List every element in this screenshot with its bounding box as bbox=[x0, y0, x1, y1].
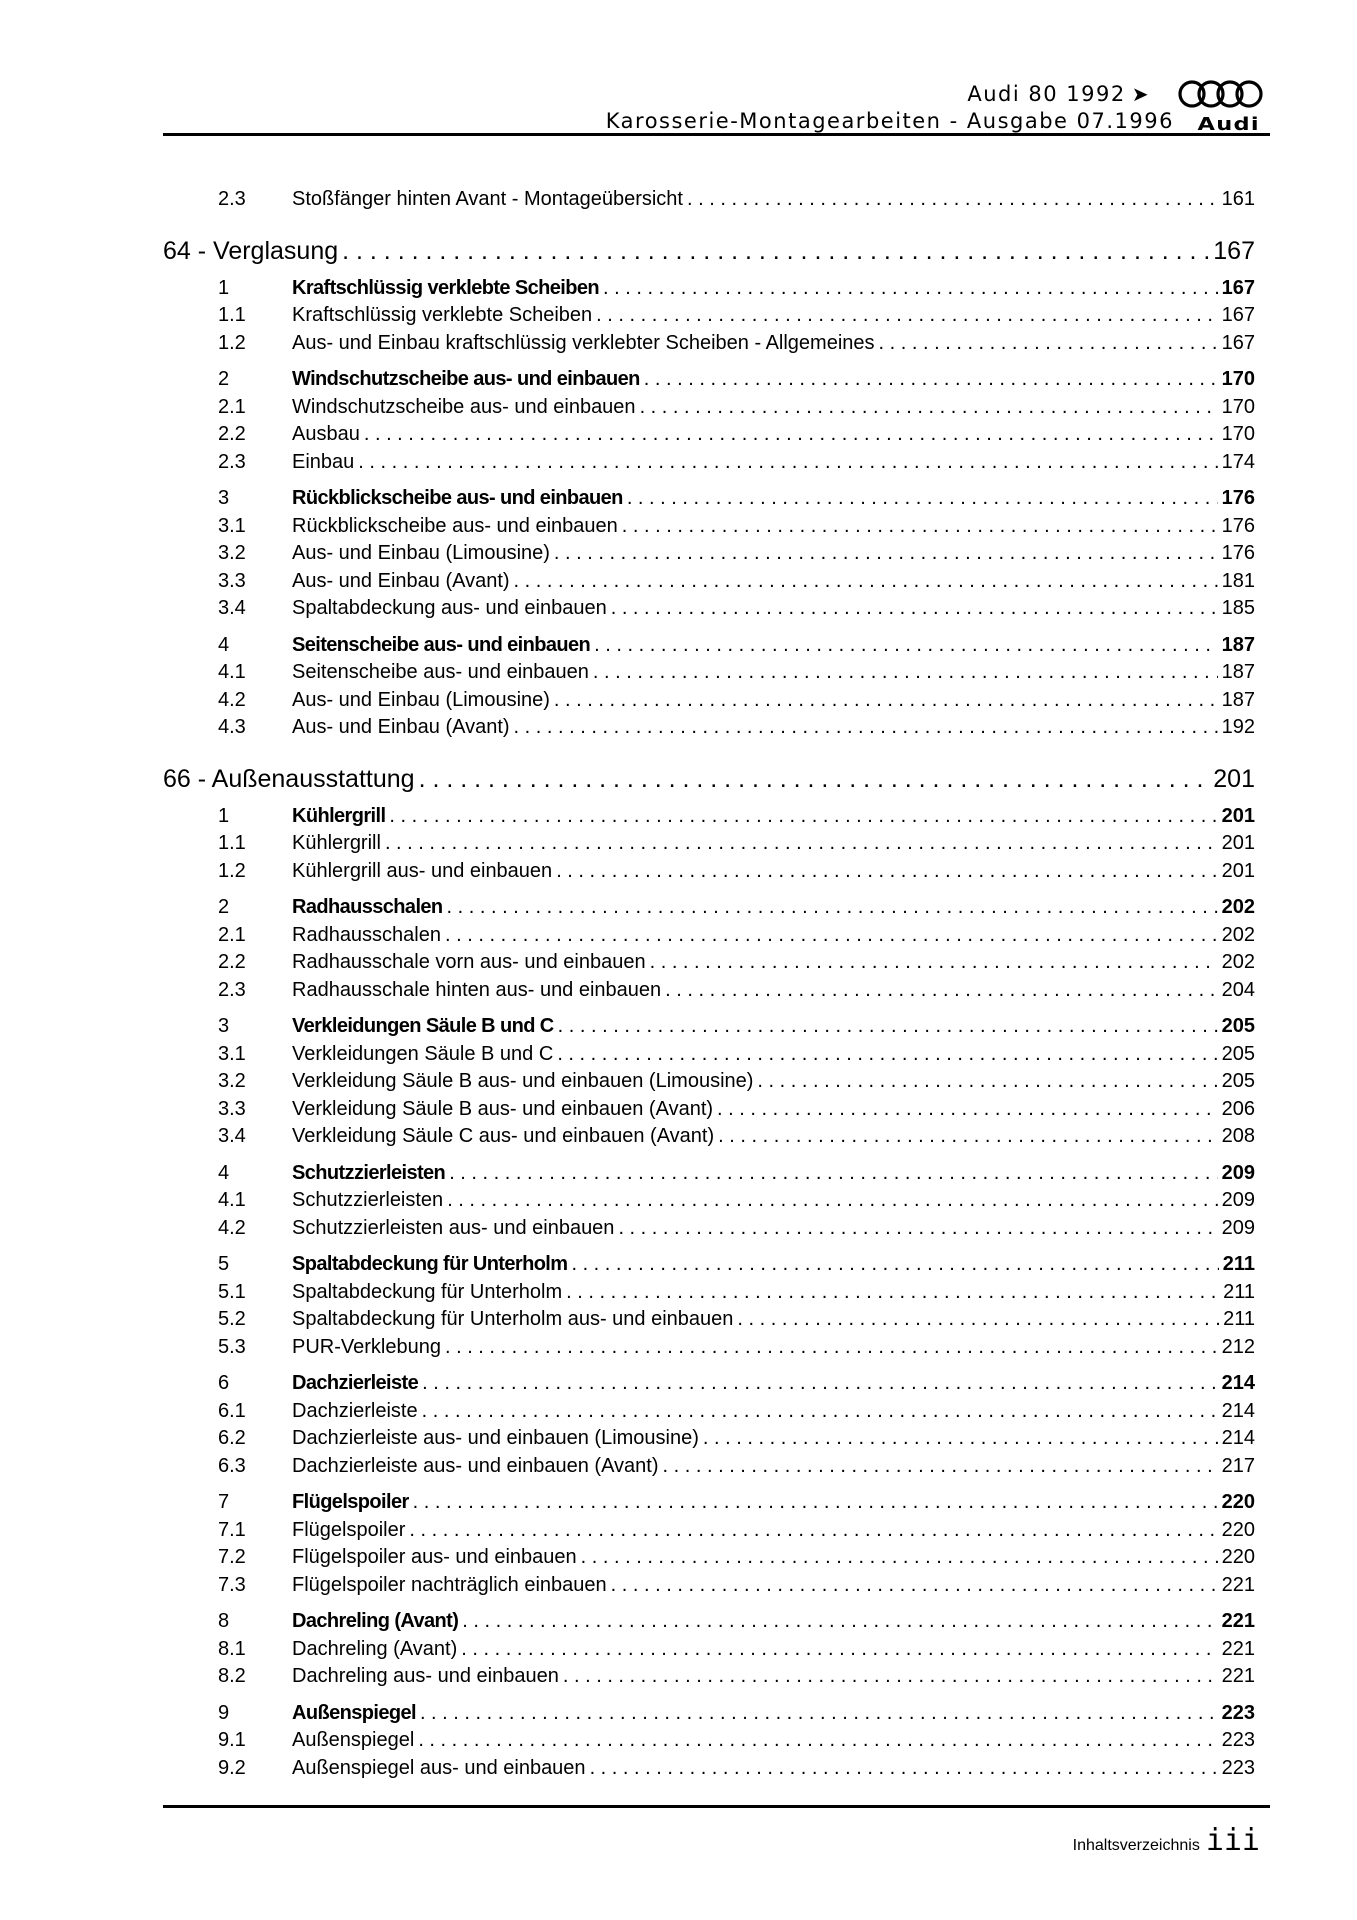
toc-entry-number: 3.3 bbox=[218, 569, 246, 592]
toc-entry-page: 209 bbox=[1221, 1189, 1255, 1211]
toc-entry-page: 205 bbox=[1221, 1042, 1255, 1065]
dot-leader bbox=[611, 1572, 1218, 1600]
toc-entry-page: 206 bbox=[1221, 1097, 1255, 1120]
toc-entry[interactable] bbox=[163, 1755, 1255, 1783]
toc-entry-title: Seitenscheibe aus- und einbauen bbox=[292, 661, 589, 683]
toc-entry-page: 211 bbox=[1223, 1280, 1255, 1303]
toc-entry[interactable] bbox=[163, 421, 1255, 449]
toc-entry[interactable] bbox=[163, 1068, 1255, 1096]
toc-entry-number: 4.1 bbox=[218, 1189, 246, 1211]
dot-leader bbox=[566, 1279, 1219, 1307]
dot-leader bbox=[418, 1727, 1217, 1755]
toc-entry[interactable] bbox=[163, 1398, 1255, 1426]
toc-entry-page: 204 bbox=[1221, 978, 1255, 1001]
toc-entry-page: 211 bbox=[1222, 1253, 1255, 1275]
toc-entry-title: Verkleidung Säule C aus- und einbauen (Avant) bbox=[292, 1125, 715, 1147]
toc-entry-page: 221 bbox=[1221, 1573, 1255, 1596]
toc-entry-page: 170 bbox=[1221, 395, 1255, 418]
toc-entry-title: Radhausschalen bbox=[292, 923, 441, 946]
dot-leader bbox=[462, 1608, 1217, 1636]
dot-leader bbox=[757, 1068, 1217, 1096]
dot-leader bbox=[556, 858, 1217, 886]
toc-entry-title: Schutzzierleisten bbox=[292, 1161, 446, 1184]
toc-entry[interactable] bbox=[163, 922, 1255, 950]
toc-entry-number: 4.2 bbox=[218, 1216, 246, 1239]
toc-entry-page: 214 bbox=[1221, 1399, 1255, 1422]
toc-entry-page: 167 bbox=[1221, 304, 1255, 326]
toc-entry-number: 6.1 bbox=[218, 1399, 246, 1422]
page-footer bbox=[1072, 1823, 1260, 1858]
toc-section-heading[interactable] bbox=[163, 632, 1255, 660]
toc-entry-page: 176 bbox=[1221, 514, 1255, 537]
toc-entry[interactable] bbox=[163, 1663, 1255, 1691]
dot-leader bbox=[461, 1636, 1217, 1664]
toc-entry-title: Flügelspoiler aus- und einbauen bbox=[292, 1546, 577, 1568]
toc-entry[interactable] bbox=[163, 830, 1255, 858]
toc-section-heading[interactable] bbox=[163, 1608, 1255, 1636]
toc-entry-page: 221 bbox=[1221, 1610, 1255, 1632]
dot-leader bbox=[514, 568, 1218, 596]
toc-entry-number: 3.3 bbox=[218, 1097, 246, 1120]
toc-entry[interactable] bbox=[163, 1279, 1255, 1307]
toc-entry-page: 209 bbox=[1221, 1161, 1255, 1184]
toc-entry-number: 6.3 bbox=[218, 1454, 246, 1477]
toc-entry-title: Spaltabdeckung aus- und einbauen bbox=[292, 597, 607, 619]
toc-entry-number: 5.2 bbox=[218, 1308, 246, 1330]
toc-entry-number: 4 bbox=[218, 1161, 230, 1184]
dot-leader bbox=[445, 1334, 1218, 1362]
toc-chapter-title: 64 - Verglasung bbox=[163, 236, 339, 265]
toc-entry[interactable] bbox=[163, 714, 1255, 742]
toc-entry-number: 2.3 bbox=[218, 188, 246, 210]
toc-entry-page: 212 bbox=[1221, 1335, 1255, 1358]
toc-entry-title: Stoßfänger hinten Avant - Montageübersicht bbox=[292, 188, 683, 210]
dot-leader bbox=[590, 1755, 1218, 1783]
toc-entry-number: 4.3 bbox=[218, 716, 246, 738]
toc-entry-number: 2.3 bbox=[218, 450, 246, 473]
toc-entry-title: Aus- und Einbau (Avant) bbox=[292, 569, 510, 592]
toc-entry-title: PUR-Verklebung bbox=[292, 1335, 441, 1358]
toc-entry-title: Kraftschlüssig verklebte Scheiben bbox=[292, 304, 593, 326]
toc-entry-number: 2.2 bbox=[218, 423, 246, 445]
table-of-contents bbox=[163, 186, 1255, 1782]
toc-entry-number: 6.2 bbox=[218, 1427, 246, 1449]
toc-entry-title: Außenspiegel bbox=[292, 1729, 415, 1751]
toc-entry[interactable] bbox=[163, 1123, 1255, 1151]
dot-leader bbox=[563, 1663, 1218, 1691]
toc-entry-number: 7.3 bbox=[218, 1573, 246, 1596]
toc-entry-page: 185 bbox=[1221, 597, 1255, 619]
toc-chapter-page: 167 bbox=[1213, 236, 1255, 265]
toc-entry-page: 187 bbox=[1221, 661, 1255, 683]
toc-entry-number: 4.2 bbox=[218, 688, 246, 711]
toc-entry[interactable] bbox=[163, 1727, 1255, 1755]
toc-section-heading[interactable] bbox=[163, 1160, 1255, 1188]
toc-entry[interactable] bbox=[163, 1544, 1255, 1572]
toc-entry-number: 8.2 bbox=[218, 1665, 246, 1687]
toc-entry-number: 3.4 bbox=[218, 1125, 246, 1147]
toc-entry[interactable] bbox=[163, 1572, 1255, 1600]
toc-entry[interactable] bbox=[163, 1215, 1255, 1243]
dot-leader bbox=[737, 1306, 1219, 1334]
toc-entry[interactable] bbox=[163, 394, 1255, 422]
toc-entry-title: Ausbau bbox=[292, 423, 360, 445]
dot-leader bbox=[611, 595, 1218, 623]
dot-leader bbox=[665, 977, 1217, 1005]
toc-entry-number: 5.3 bbox=[218, 1335, 246, 1358]
dot-leader bbox=[687, 186, 1218, 214]
header-model-line bbox=[967, 82, 1150, 106]
toc-section-group bbox=[163, 1608, 1255, 1691]
header-model: Audi 80 1992 bbox=[967, 82, 1126, 106]
toc-entry[interactable] bbox=[163, 1636, 1255, 1664]
toc-entry-page: 214 bbox=[1221, 1372, 1255, 1394]
toc-entry-number: 5 bbox=[218, 1253, 230, 1275]
toc-entry-page: 187 bbox=[1221, 688, 1255, 711]
dot-leader bbox=[571, 1251, 1218, 1279]
toc-entry-number: 1 bbox=[218, 276, 230, 299]
toc-entry-number: 3.2 bbox=[218, 542, 246, 564]
toc-section-group bbox=[163, 1700, 1255, 1783]
toc-entry-number: 2 bbox=[218, 896, 230, 918]
toc-chapter-title: 66 - Außenausstattung bbox=[163, 764, 415, 793]
toc-entry-page: 192 bbox=[1221, 716, 1255, 738]
toc-entry-title: Schutzzierleisten aus- und einbauen bbox=[292, 1216, 615, 1239]
toc-entry-title: Verkleidung Säule B aus- und einbauen (Avant) bbox=[292, 1097, 714, 1120]
dot-leader bbox=[718, 1123, 1217, 1151]
dot-leader bbox=[593, 659, 1218, 687]
toc-entry-page: 161 bbox=[1221, 188, 1255, 210]
toc-entry-title: Einbau bbox=[292, 450, 355, 473]
toc-entry[interactable] bbox=[163, 1425, 1255, 1453]
toc-entry-title: Radhausschale hinten aus- und einbauen bbox=[292, 978, 662, 1001]
toc-entry-title: Aus- und Einbau (Limousine) bbox=[292, 542, 550, 564]
dot-leader bbox=[342, 236, 1209, 266]
dot-leader bbox=[627, 485, 1218, 513]
toc-entry-page: 223 bbox=[1221, 1756, 1255, 1779]
toc-entry[interactable] bbox=[163, 186, 1255, 214]
toc-entry-page: 217 bbox=[1221, 1454, 1255, 1477]
toc-entry-number: 8.1 bbox=[218, 1637, 246, 1660]
toc-entry[interactable] bbox=[163, 568, 1255, 596]
toc-entry-page: 176 bbox=[1221, 542, 1255, 564]
toc-entry-number: 3.1 bbox=[218, 514, 246, 537]
toc-entry-number: 2.2 bbox=[218, 951, 246, 973]
toc-entry-number: 1 bbox=[218, 804, 230, 827]
toc-entry[interactable] bbox=[163, 1453, 1255, 1481]
toc-entry-title: Radhausschalen bbox=[292, 896, 443, 918]
toc-entry[interactable] bbox=[163, 302, 1255, 330]
toc-entry-title: Dachzierleiste aus- und einbauen (Limousine) bbox=[292, 1427, 699, 1449]
toc-entry[interactable] bbox=[163, 949, 1255, 977]
toc-entry-title: Spaltabdeckung für Unterholm aus- und einbauen bbox=[292, 1308, 734, 1330]
toc-entry-page: 220 bbox=[1221, 1518, 1255, 1541]
toc-entry[interactable] bbox=[163, 1306, 1255, 1334]
toc-entry-number: 4 bbox=[218, 633, 230, 656]
toc-entry-title: Rückblickscheibe aus- und einbauen bbox=[292, 514, 618, 537]
toc-entry-page: 170 bbox=[1221, 423, 1255, 445]
dot-leader bbox=[650, 949, 1218, 977]
dot-leader bbox=[447, 894, 1218, 922]
toc-entry-title: Dachreling aus- und einbauen bbox=[292, 1665, 559, 1687]
dot-leader bbox=[422, 1398, 1218, 1426]
toc-section-group bbox=[163, 1160, 1255, 1243]
dot-leader bbox=[385, 830, 1218, 858]
toc-entry-page: 209 bbox=[1221, 1216, 1255, 1239]
toc-entry-number: 1.2 bbox=[218, 331, 246, 354]
toc-entry-title: Außenspiegel bbox=[292, 1701, 416, 1724]
toc-entry-page: 221 bbox=[1221, 1637, 1255, 1660]
dot-leader bbox=[879, 330, 1218, 358]
toc-entry[interactable] bbox=[163, 687, 1255, 715]
toc-entry-number: 1.2 bbox=[218, 859, 246, 882]
toc-entry-page: 223 bbox=[1221, 1701, 1255, 1724]
toc-entry-title: Dachreling (Avant) bbox=[292, 1610, 459, 1632]
dot-leader bbox=[596, 302, 1217, 330]
dot-leader bbox=[581, 1544, 1218, 1572]
toc-entry-title: Radhausschale vorn aus- und einbauen bbox=[292, 951, 646, 973]
toc-entry-number: 3 bbox=[218, 487, 230, 509]
toc-entry-number: 9.1 bbox=[218, 1729, 246, 1751]
dot-leader bbox=[364, 421, 1218, 449]
toc-chapter-page: 201 bbox=[1213, 764, 1255, 793]
toc-entry-page: 220 bbox=[1221, 1491, 1255, 1513]
dot-leader bbox=[389, 803, 1217, 831]
toc-entry-title: Verkleidungen Säule B und C bbox=[292, 1015, 554, 1037]
toc-entry-number: 2 bbox=[218, 368, 230, 390]
toc-entry-title: Flügelspoiler nachträglich einbauen bbox=[292, 1573, 607, 1596]
toc-entry[interactable] bbox=[163, 449, 1255, 477]
toc-entry-title: Kraftschlüssig verklebte Scheiben bbox=[292, 276, 599, 299]
toc-section-heading[interactable] bbox=[163, 485, 1255, 513]
toc-entry-number: 6 bbox=[218, 1372, 230, 1394]
toc-entry-number: 1.1 bbox=[218, 304, 246, 326]
toc-section-heading[interactable] bbox=[163, 894, 1255, 922]
toc-entry-number: 7.2 bbox=[218, 1546, 246, 1568]
toc-entry-number: 7 bbox=[218, 1491, 230, 1513]
dot-leader bbox=[409, 1517, 1217, 1545]
toc-entry[interactable] bbox=[163, 858, 1255, 886]
dot-leader bbox=[447, 1187, 1217, 1215]
toc-section-heading[interactable] bbox=[163, 803, 1255, 831]
toc-section-group bbox=[163, 485, 1255, 623]
toc-entry-number: 2.1 bbox=[218, 923, 246, 946]
toc-entry[interactable] bbox=[163, 1517, 1255, 1545]
toc-section-group bbox=[163, 1370, 1255, 1480]
toc-entry-title: Verkleidungen Säule B und C bbox=[292, 1042, 554, 1065]
toc-section-heading[interactable] bbox=[163, 1489, 1255, 1517]
toc-entry-number: 3.2 bbox=[218, 1070, 246, 1092]
toc-entry[interactable] bbox=[163, 659, 1255, 687]
toc-entry-title: Flügelspoiler bbox=[292, 1518, 406, 1541]
toc-entry-title: Spaltabdeckung für Unterholm bbox=[292, 1280, 563, 1303]
dot-leader bbox=[422, 1370, 1218, 1398]
toc-entry-number: 7.1 bbox=[218, 1518, 246, 1541]
toc-entry-title: Dachzierleiste bbox=[292, 1372, 419, 1394]
toc-entry[interactable] bbox=[163, 1334, 1255, 1362]
toc-entry-title: Aus- und Einbau (Limousine) bbox=[292, 688, 550, 711]
toc-entry-page: 170 bbox=[1221, 368, 1255, 390]
toc-section-heading[interactable] bbox=[163, 1700, 1255, 1728]
toc-entry-title: Dachzierleiste aus- und einbauen (Avant) bbox=[292, 1454, 659, 1477]
toc-entry-page: 181 bbox=[1221, 569, 1255, 592]
page-header bbox=[160, 78, 1272, 138]
toc-entry[interactable] bbox=[163, 513, 1255, 541]
toc-entry-page: 202 bbox=[1221, 923, 1255, 946]
dot-leader bbox=[554, 687, 1218, 715]
toc-entry[interactable] bbox=[163, 1096, 1255, 1124]
toc-entry-title: Aus- und Einbau (Avant) bbox=[292, 716, 510, 738]
toc-entry-title: Rückblickscheibe aus- und einbauen bbox=[292, 487, 623, 509]
toc-section-group bbox=[163, 632, 1255, 742]
toc-entry[interactable] bbox=[163, 1187, 1255, 1215]
toc-entry-number: 8 bbox=[218, 1610, 230, 1632]
dot-leader bbox=[514, 714, 1218, 742]
dot-leader bbox=[717, 1096, 1218, 1124]
toc-section-heading[interactable] bbox=[163, 275, 1255, 303]
toc-entry-page: 201 bbox=[1221, 804, 1255, 827]
toc-chapter[interactable] bbox=[163, 764, 1255, 794]
footer-rule bbox=[163, 1805, 1270, 1808]
toc-section-group bbox=[163, 1489, 1255, 1599]
toc-entry-page: 214 bbox=[1221, 1427, 1255, 1449]
header-rule bbox=[163, 133, 1270, 136]
dot-leader bbox=[603, 275, 1218, 303]
dot-leader bbox=[640, 394, 1218, 422]
toc-entry-title: Spaltabdeckung für Unterholm bbox=[292, 1253, 568, 1275]
toc-entry-number: 5.1 bbox=[218, 1280, 246, 1303]
toc-entry-title: Flügelspoiler bbox=[292, 1491, 409, 1513]
toc-entry[interactable] bbox=[163, 595, 1255, 623]
toc-entry-title: Windschutzscheibe aus- und einbauen bbox=[292, 368, 640, 390]
toc-section-group bbox=[163, 803, 1255, 886]
dot-leader bbox=[557, 1041, 1217, 1069]
toc-entry-number: 3 bbox=[218, 1015, 230, 1037]
toc-entry-title: Dachreling (Avant) bbox=[292, 1637, 458, 1660]
toc-section-group bbox=[163, 186, 1255, 214]
audi-rings-logo bbox=[1176, 78, 1266, 110]
toc-entry[interactable] bbox=[163, 330, 1255, 358]
toc-entry-page: 205 bbox=[1221, 1070, 1255, 1092]
dot-leader bbox=[358, 449, 1217, 477]
toc-entry[interactable] bbox=[163, 540, 1255, 568]
toc-section-heading[interactable] bbox=[163, 1013, 1255, 1041]
dot-leader bbox=[419, 764, 1210, 794]
toc-entry-number: 1.1 bbox=[218, 832, 246, 854]
toc-entry-title: Kühlergrill bbox=[292, 804, 386, 827]
toc-entry-page: 205 bbox=[1221, 1015, 1255, 1037]
toc-section-group bbox=[163, 1013, 1255, 1151]
dot-leader bbox=[558, 1013, 1218, 1041]
dot-leader bbox=[445, 922, 1218, 950]
toc-entry-title: Außenspiegel aus- und einbauen bbox=[292, 1756, 586, 1779]
toc-entry-number: 2.3 bbox=[218, 978, 246, 1001]
dot-leader bbox=[449, 1160, 1217, 1188]
arrow-right-icon: ➤ bbox=[1131, 82, 1150, 106]
dot-leader bbox=[413, 1489, 1218, 1517]
toc-entry-number: 2.1 bbox=[218, 395, 246, 418]
toc-entry-page: 167 bbox=[1221, 276, 1255, 299]
toc-section-group bbox=[163, 275, 1255, 358]
dot-leader bbox=[644, 366, 1218, 394]
dot-leader bbox=[554, 540, 1218, 568]
toc-section-heading[interactable] bbox=[163, 1251, 1255, 1279]
toc-entry-title: Kühlergrill aus- und einbauen bbox=[292, 859, 553, 882]
toc-section-heading[interactable] bbox=[163, 1370, 1255, 1398]
toc-entry-page: 220 bbox=[1221, 1546, 1255, 1568]
footer-page-number: iii bbox=[1205, 1823, 1260, 1858]
toc-entry-page: 174 bbox=[1221, 450, 1255, 473]
toc-entry-page: 201 bbox=[1221, 832, 1255, 854]
toc-entry-title: Verkleidung Säule B aus- und einbauen (Limousine) bbox=[292, 1070, 754, 1092]
audi-wordmark: Audi bbox=[1197, 114, 1260, 135]
toc-entry-title: Seitenscheibe aus- und einbauen bbox=[292, 633, 591, 656]
dot-leader bbox=[703, 1425, 1218, 1453]
toc-entry-title: Kühlergrill bbox=[292, 832, 381, 854]
toc-entry-page: 202 bbox=[1221, 951, 1255, 973]
toc-entry-page: 187 bbox=[1221, 633, 1255, 656]
toc-chapter[interactable] bbox=[163, 236, 1255, 266]
dot-leader bbox=[622, 513, 1218, 541]
toc-entry-page: 211 bbox=[1223, 1308, 1255, 1330]
toc-entry-number: 4.1 bbox=[218, 661, 246, 683]
toc-entry-page: 176 bbox=[1221, 487, 1255, 509]
toc-section-heading[interactable] bbox=[163, 366, 1255, 394]
toc-entry-page: 202 bbox=[1221, 896, 1255, 918]
toc-entry[interactable] bbox=[163, 1041, 1255, 1069]
toc-section-group bbox=[163, 894, 1255, 1004]
toc-entry-number: 9 bbox=[218, 1701, 230, 1724]
dot-leader bbox=[594, 632, 1217, 660]
toc-entry-page: 201 bbox=[1221, 859, 1255, 882]
toc-entry-title: Windschutzscheibe aus- und einbauen bbox=[292, 395, 636, 418]
toc-entry-page: 167 bbox=[1221, 331, 1255, 354]
toc-entry-title: Schutzzierleisten bbox=[292, 1189, 444, 1211]
header-edition: Karosserie-Montagearbeiten - Ausgabe 07.1996 bbox=[605, 109, 1174, 133]
toc-entry-number: 3.1 bbox=[218, 1042, 246, 1065]
toc-entry-title: Dachzierleiste bbox=[292, 1399, 418, 1422]
toc-entry-page: 223 bbox=[1221, 1729, 1255, 1751]
toc-section-group bbox=[163, 366, 1255, 476]
toc-entry-number: 3.4 bbox=[218, 597, 246, 619]
toc-section-group bbox=[163, 1251, 1255, 1361]
dot-leader bbox=[618, 1215, 1217, 1243]
toc-entry[interactable] bbox=[163, 977, 1255, 1005]
footer-label: Inhaltsverzeichnis bbox=[1072, 1837, 1200, 1854]
dot-leader bbox=[420, 1700, 1218, 1728]
toc-entry-number: 9.2 bbox=[218, 1756, 246, 1779]
toc-entry-page: 221 bbox=[1221, 1665, 1255, 1687]
toc-entry-title: Aus- und Einbau kraftschlüssig verklebter Scheiben - Allgemeines bbox=[292, 331, 875, 354]
dot-leader bbox=[663, 1453, 1218, 1481]
toc-entry-page: 208 bbox=[1221, 1125, 1255, 1147]
